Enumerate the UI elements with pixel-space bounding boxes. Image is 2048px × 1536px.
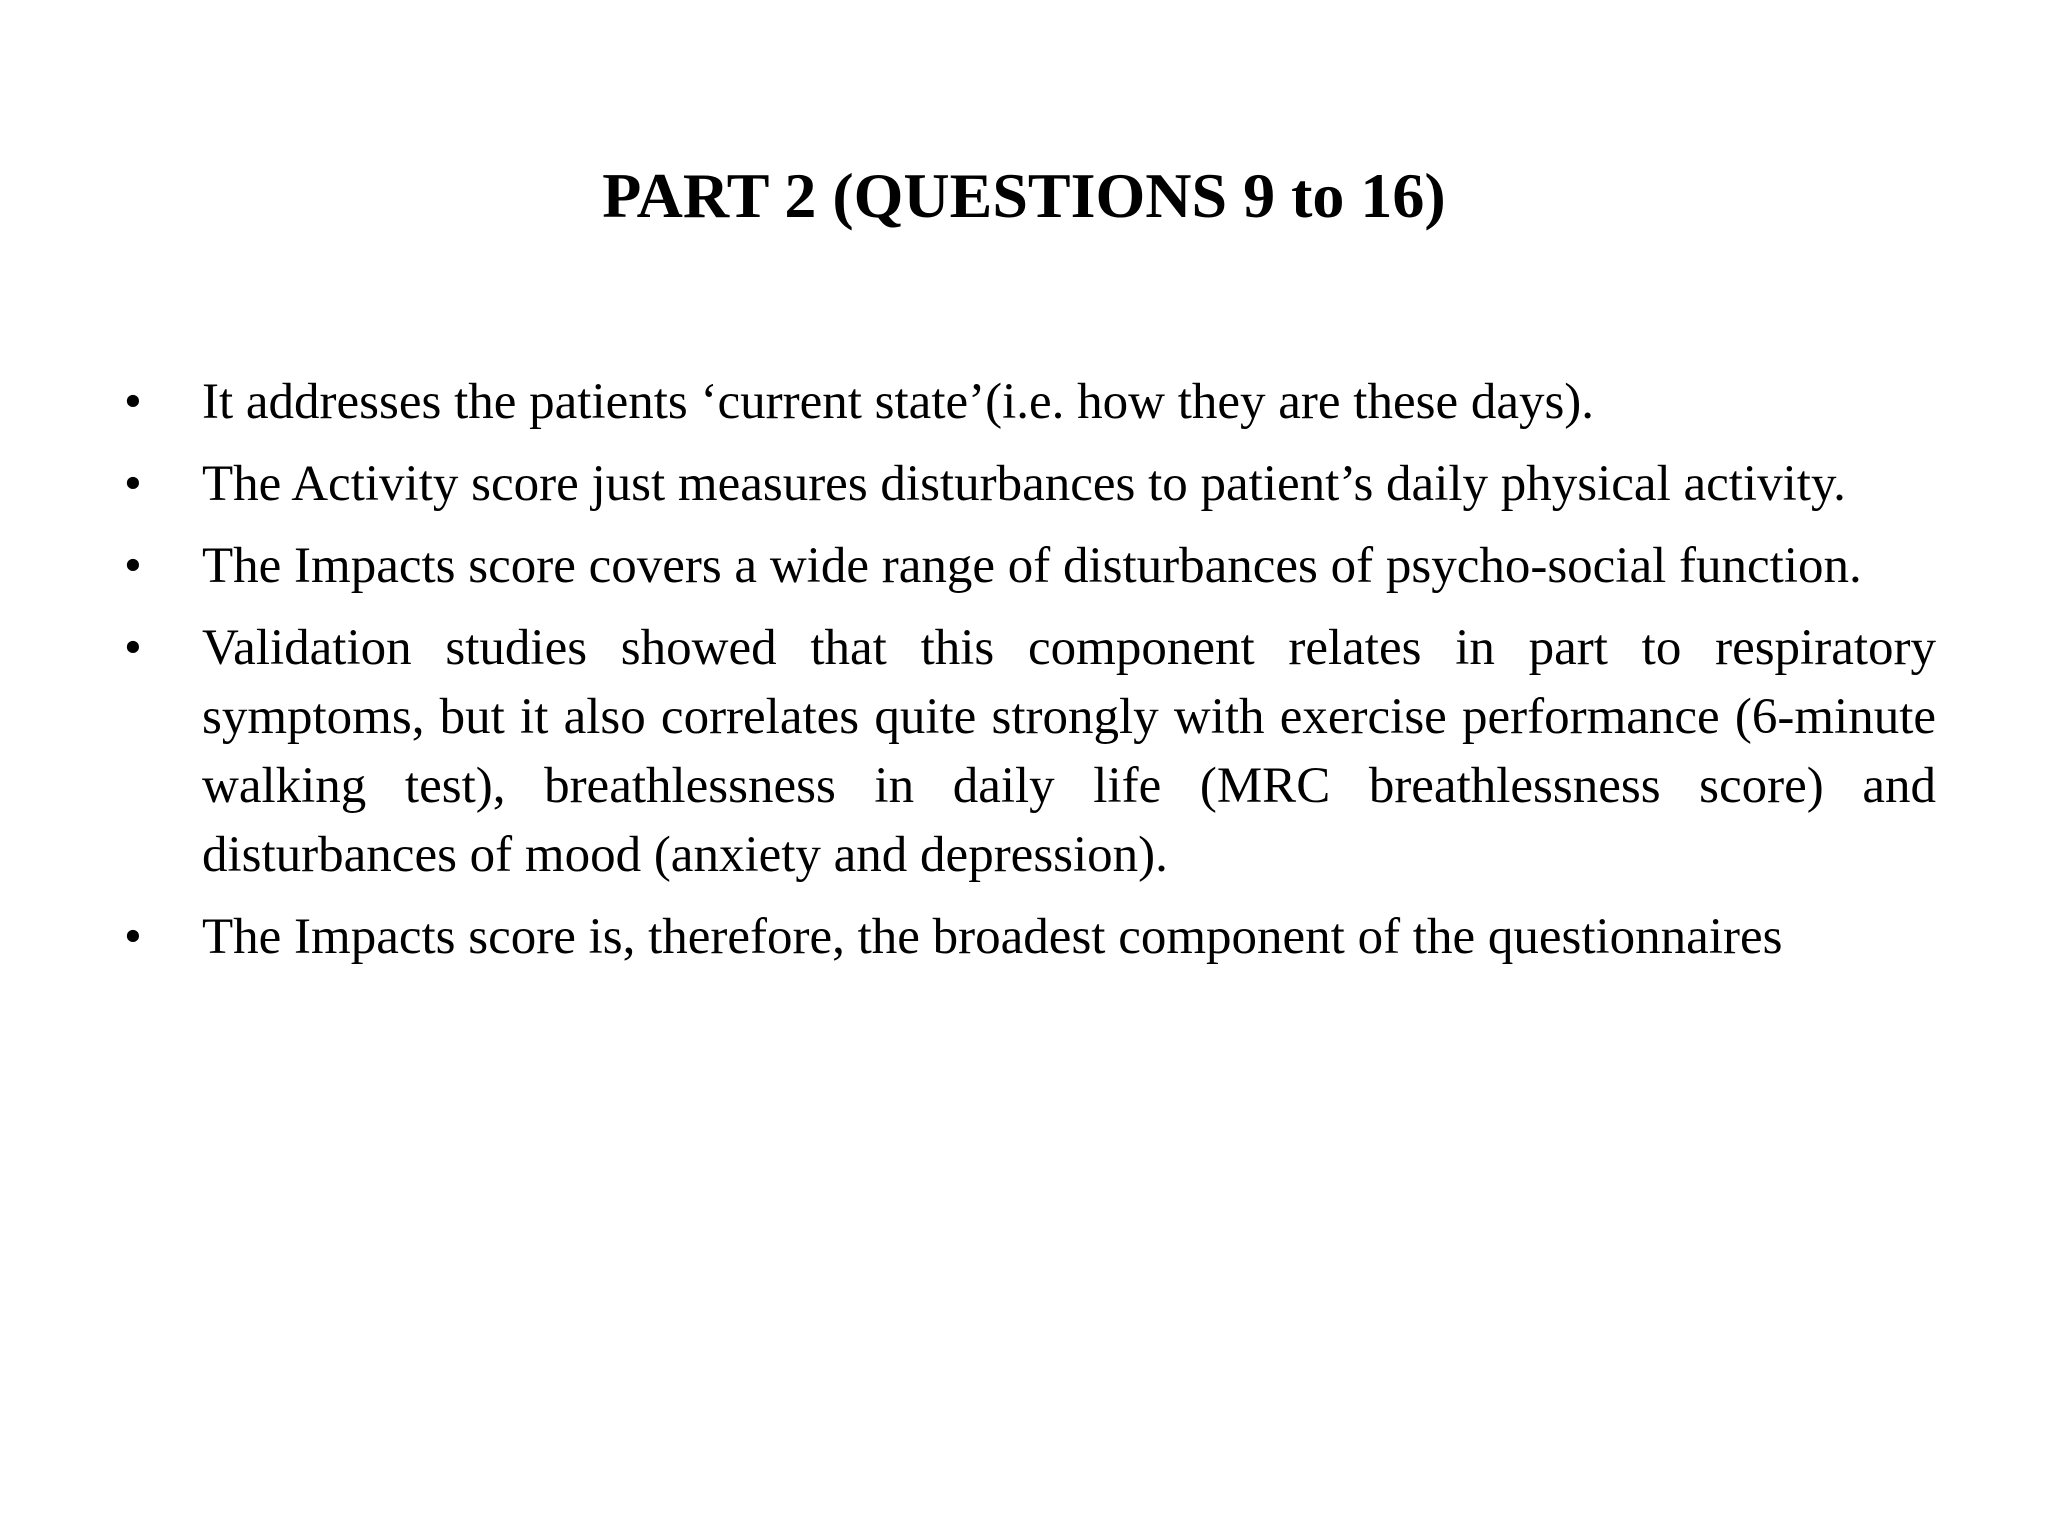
bullet-text: The Impacts score is, therefore, the broadest component of the questionnaires — [202, 909, 1783, 965]
bullet-item — [118, 532, 1936, 601]
bullet-icon: • — [124, 620, 142, 676]
bullet-item — [118, 903, 1936, 972]
bullet-icon: • — [124, 538, 142, 594]
bullet-text: It addresses the patients ‘current state’(i.e. how they are these days). — [202, 374, 1595, 430]
bullet-list — [118, 368, 1936, 985]
bullet-item — [118, 368, 1936, 437]
bullet-text: Validation studies showed that this component relates in part to respiratory symptoms, but it also correlates quite strongly with exercise performance (6-minute walking test), breathlessness in daily life (MRC breathlessness score) and disturbances of mood (anxiety and depression). — [202, 620, 1936, 883]
bullet-icon: • — [124, 374, 142, 430]
bullet-icon: • — [124, 456, 142, 512]
bullet-text: The Impacts score covers a wide range of disturbances of psycho-social function. — [202, 538, 1862, 594]
bullet-text: The Activity score just measures disturbances to patient’s daily physical activity. — [202, 456, 1846, 512]
slide-title: PART 2 (QUESTIONS 9 to 16) — [602, 160, 1446, 231]
bullet-item — [118, 450, 1936, 519]
bullet-icon: • — [124, 909, 142, 965]
bullet-item — [118, 614, 1936, 890]
